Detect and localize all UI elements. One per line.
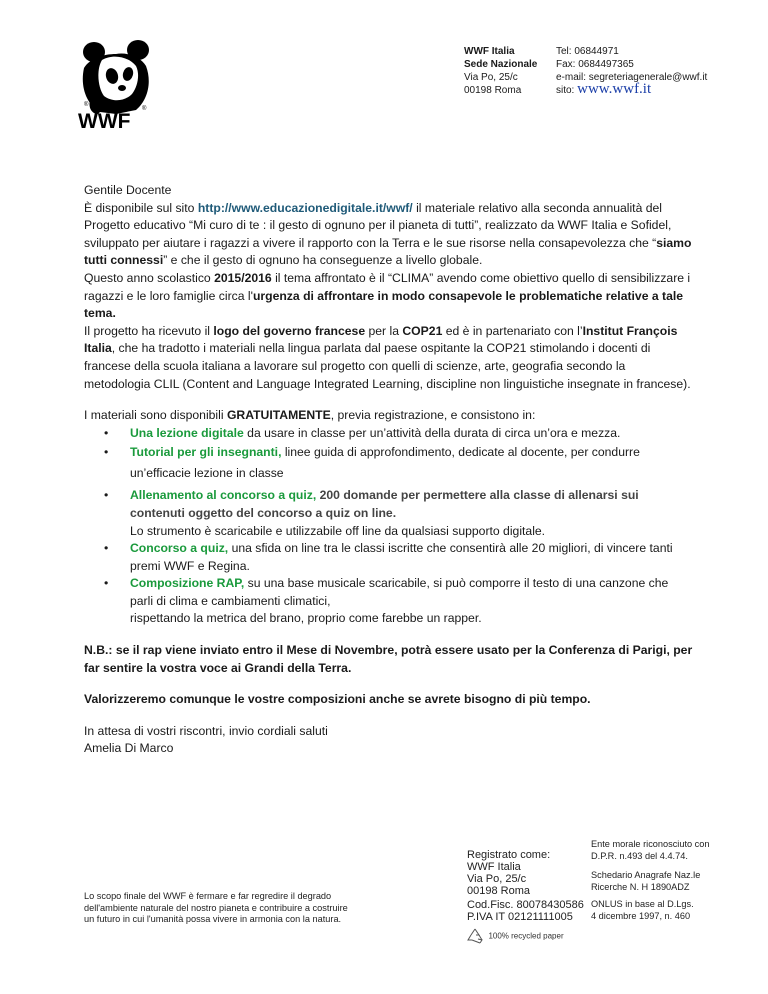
letter-body <box>84 182 694 758</box>
p2-text-a: Questo anno scolastico <box>84 270 215 285</box>
list-item <box>84 442 694 484</box>
p1-bold: siamo tutti connessi <box>84 235 692 268</box>
footer-schedario <box>591 870 700 893</box>
item-bold-text: 200 domande per permettere alla classe di allenarsi sui contenuti oggetto del concorso a quiz on line. <box>130 488 639 520</box>
site-link[interactable]: www.wwf.it <box>577 81 652 97</box>
item-label: Tutorial per gli insegnanti, <box>130 445 282 460</box>
p3-text-b: per la <box>365 323 403 338</box>
footer-ente <box>591 839 709 862</box>
greeting: Gentile Docente <box>84 183 172 197</box>
signature: Amelia Di Marco <box>84 741 174 756</box>
list-item <box>84 575 694 628</box>
p4-bold: GRATUITAMENTE <box>226 408 331 423</box>
p4-text-b: , previa registrazione, e consistono in: <box>330 408 536 423</box>
p2-text-b: il tema affrontato è il “CLIMA” avendo come obiettivo quello di sensibilizzare i ragazzi e le loro famiglie circa l' <box>84 270 691 303</box>
header-contacts <box>556 45 707 97</box>
svg-text:®: ® <box>84 102 89 108</box>
ente-line: D.P.R. n.493 del 4.4.74. <box>591 850 688 861</box>
p3-institut: Institut François Italia <box>84 323 678 356</box>
schedario-line: Ricerche N. H 1890ADZ <box>591 881 690 892</box>
tel-number: Tel: 06844971 <box>556 46 619 57</box>
logo-wordmark: WWF <box>78 110 131 133</box>
reg-line: Registrato come: <box>467 849 551 861</box>
paragraph-intro <box>84 200 694 270</box>
fisc-line: P.IVA IT 02121111005 <box>467 911 573 923</box>
item-label: Allenamento al concorso a quiz, <box>130 488 317 503</box>
item-text: su una base musicale scaricabile, si può comporre il testo di una canzone che parli di clima e cambiamenti climatici, <box>130 576 669 608</box>
item-extra: Lo strumento è scaricabile e utilizzabile off line da qualsiasi supporto digitale. <box>130 523 546 538</box>
item-text: da usare in classe per un’attività della durata di circa un’ora e mezza. <box>243 425 621 440</box>
p4-text-a: I materiali sono disponibili <box>84 408 227 423</box>
item-label: Composizione RAP, <box>130 576 245 591</box>
svg-text:®: ® <box>142 106 147 112</box>
recycled-label: 100% recycled paper <box>488 931 564 941</box>
p3-text-c: ed è in partenariato con l’ <box>442 323 583 338</box>
org-street: Via Po, 25/c <box>464 72 518 83</box>
ente-line: Ente morale riconosciuto con <box>591 839 710 849</box>
site-row <box>556 83 707 97</box>
fax-number: Fax: 0684497365 <box>556 59 634 70</box>
nb-note: N.B.: se il rap viene inviato entro il Mese di Novembre, potrà essere usato per la Conferenza di Parigi, per far sentire la vostra voce ai Grandi della Terra. <box>84 643 693 675</box>
reg-line: Via Po, 25/c <box>467 873 527 885</box>
p1-text-c: ” e che il gesto di ognuno ha conseguenze a livello globale. <box>163 253 483 268</box>
onlus-line: 4 dicembre 1997, n. 460 <box>591 910 691 921</box>
footer-onlus <box>591 899 694 922</box>
fisc-line: Cod.Fisc. 80078430586 <box>467 899 584 911</box>
footer-fiscal <box>467 899 584 923</box>
header-org <box>464 45 537 97</box>
footer-registration <box>467 849 550 897</box>
item-label: Una lezione digitale <box>130 425 244 440</box>
mission-line: Lo scopo finale del WWF è fermare e far regredire il degrado <box>84 891 332 901</box>
reg-line: WWF Italia <box>467 861 521 873</box>
site-url-link[interactable]: http://www.educazionedigitale.it/wwf/ <box>197 200 413 215</box>
org-city: 00198 Roma <box>464 85 522 96</box>
list-item <box>84 487 694 540</box>
mission-line: un futuro in cui l'umanità possa vivere in armonia con la natura. <box>84 914 342 924</box>
p3-text-d: , che ha tradotto i materiali nella lingua parlata dal paese ospitante la COP21 stimolando i docenti di francese della scuola italiana a lavorare sul progetto con quelli di scienze, arte, geografia secondo la metodologia CLIL (Content and Language Integrated Learning, discipline non linguistiche insegnate in francese). <box>84 341 691 391</box>
school-year: 2015/2016 <box>214 270 272 285</box>
schedario-line: Schedario Anagrafe Naz.le <box>591 870 701 880</box>
item-text: linee guida di approfondimento, dedicate al docente, per condurre un’efficacie lezione in classe <box>130 445 640 481</box>
p2-bold: urgenza di affrontare in modo consapevole le problematiche relative a tale tema. <box>84 288 684 321</box>
item-extra: rispettando la metrica del brano, proprio come farebbe un rapper. <box>130 611 482 626</box>
list-item <box>84 540 694 575</box>
footer-mission <box>84 891 404 926</box>
list-item <box>84 425 694 443</box>
org-sede: Sede Nazionale <box>464 59 538 70</box>
org-name: WWF Italia <box>464 46 515 57</box>
recycle-icon <box>466 927 484 945</box>
paragraph-materials <box>84 407 694 425</box>
reg-line: 00198 Roma <box>467 885 530 897</box>
mission-line: dell'ambiente naturale del nostro pianeta e contribuire a costruire <box>84 902 348 913</box>
wwf-logo <box>76 38 158 134</box>
p3-text-a: Il progetto ha ricevuto il <box>84 323 214 338</box>
p1-text-a: È disponibile sul sito <box>84 200 198 215</box>
item-text: una sfida on line tra le classi iscritte che consentirà alle 20 migliori, di vincere tanti premi WWF e Regina. <box>130 541 673 573</box>
onlus-line: ONLUS in base al D.Lgs. <box>591 899 694 909</box>
item-label: Concorso a quiz, <box>130 541 229 556</box>
p3-logo: logo del governo francese <box>213 323 366 338</box>
paragraph-partnership <box>84 323 694 393</box>
paragraph-theme <box>84 270 694 323</box>
valorize-note: Valorizzeremo comunque le vostre composizioni anche se avrete bisogno di più tempo. <box>84 692 591 707</box>
email-address: e-mail: segreteriagenerale@wwf.it <box>556 72 708 83</box>
closing: In attesa di vostri riscontri, invio cordiali saluti <box>84 723 328 738</box>
site-prefix: sito: <box>556 85 578 96</box>
recycled-mark <box>466 927 564 947</box>
p3-cop: COP21 <box>402 323 443 338</box>
p1-text-b: il materiale relativo alla seconda annualità del Progetto educativo “Mi curo di te : il gesto di ognuno per il pianeta di tutti”, realizzato da WWF Italia e Sofidel, sviluppato per aiutare i ragazzi a vivere il rapporto con la Terra e le sue risorse nella consapevolezza che “ <box>84 200 672 250</box>
materials-list <box>84 425 694 628</box>
